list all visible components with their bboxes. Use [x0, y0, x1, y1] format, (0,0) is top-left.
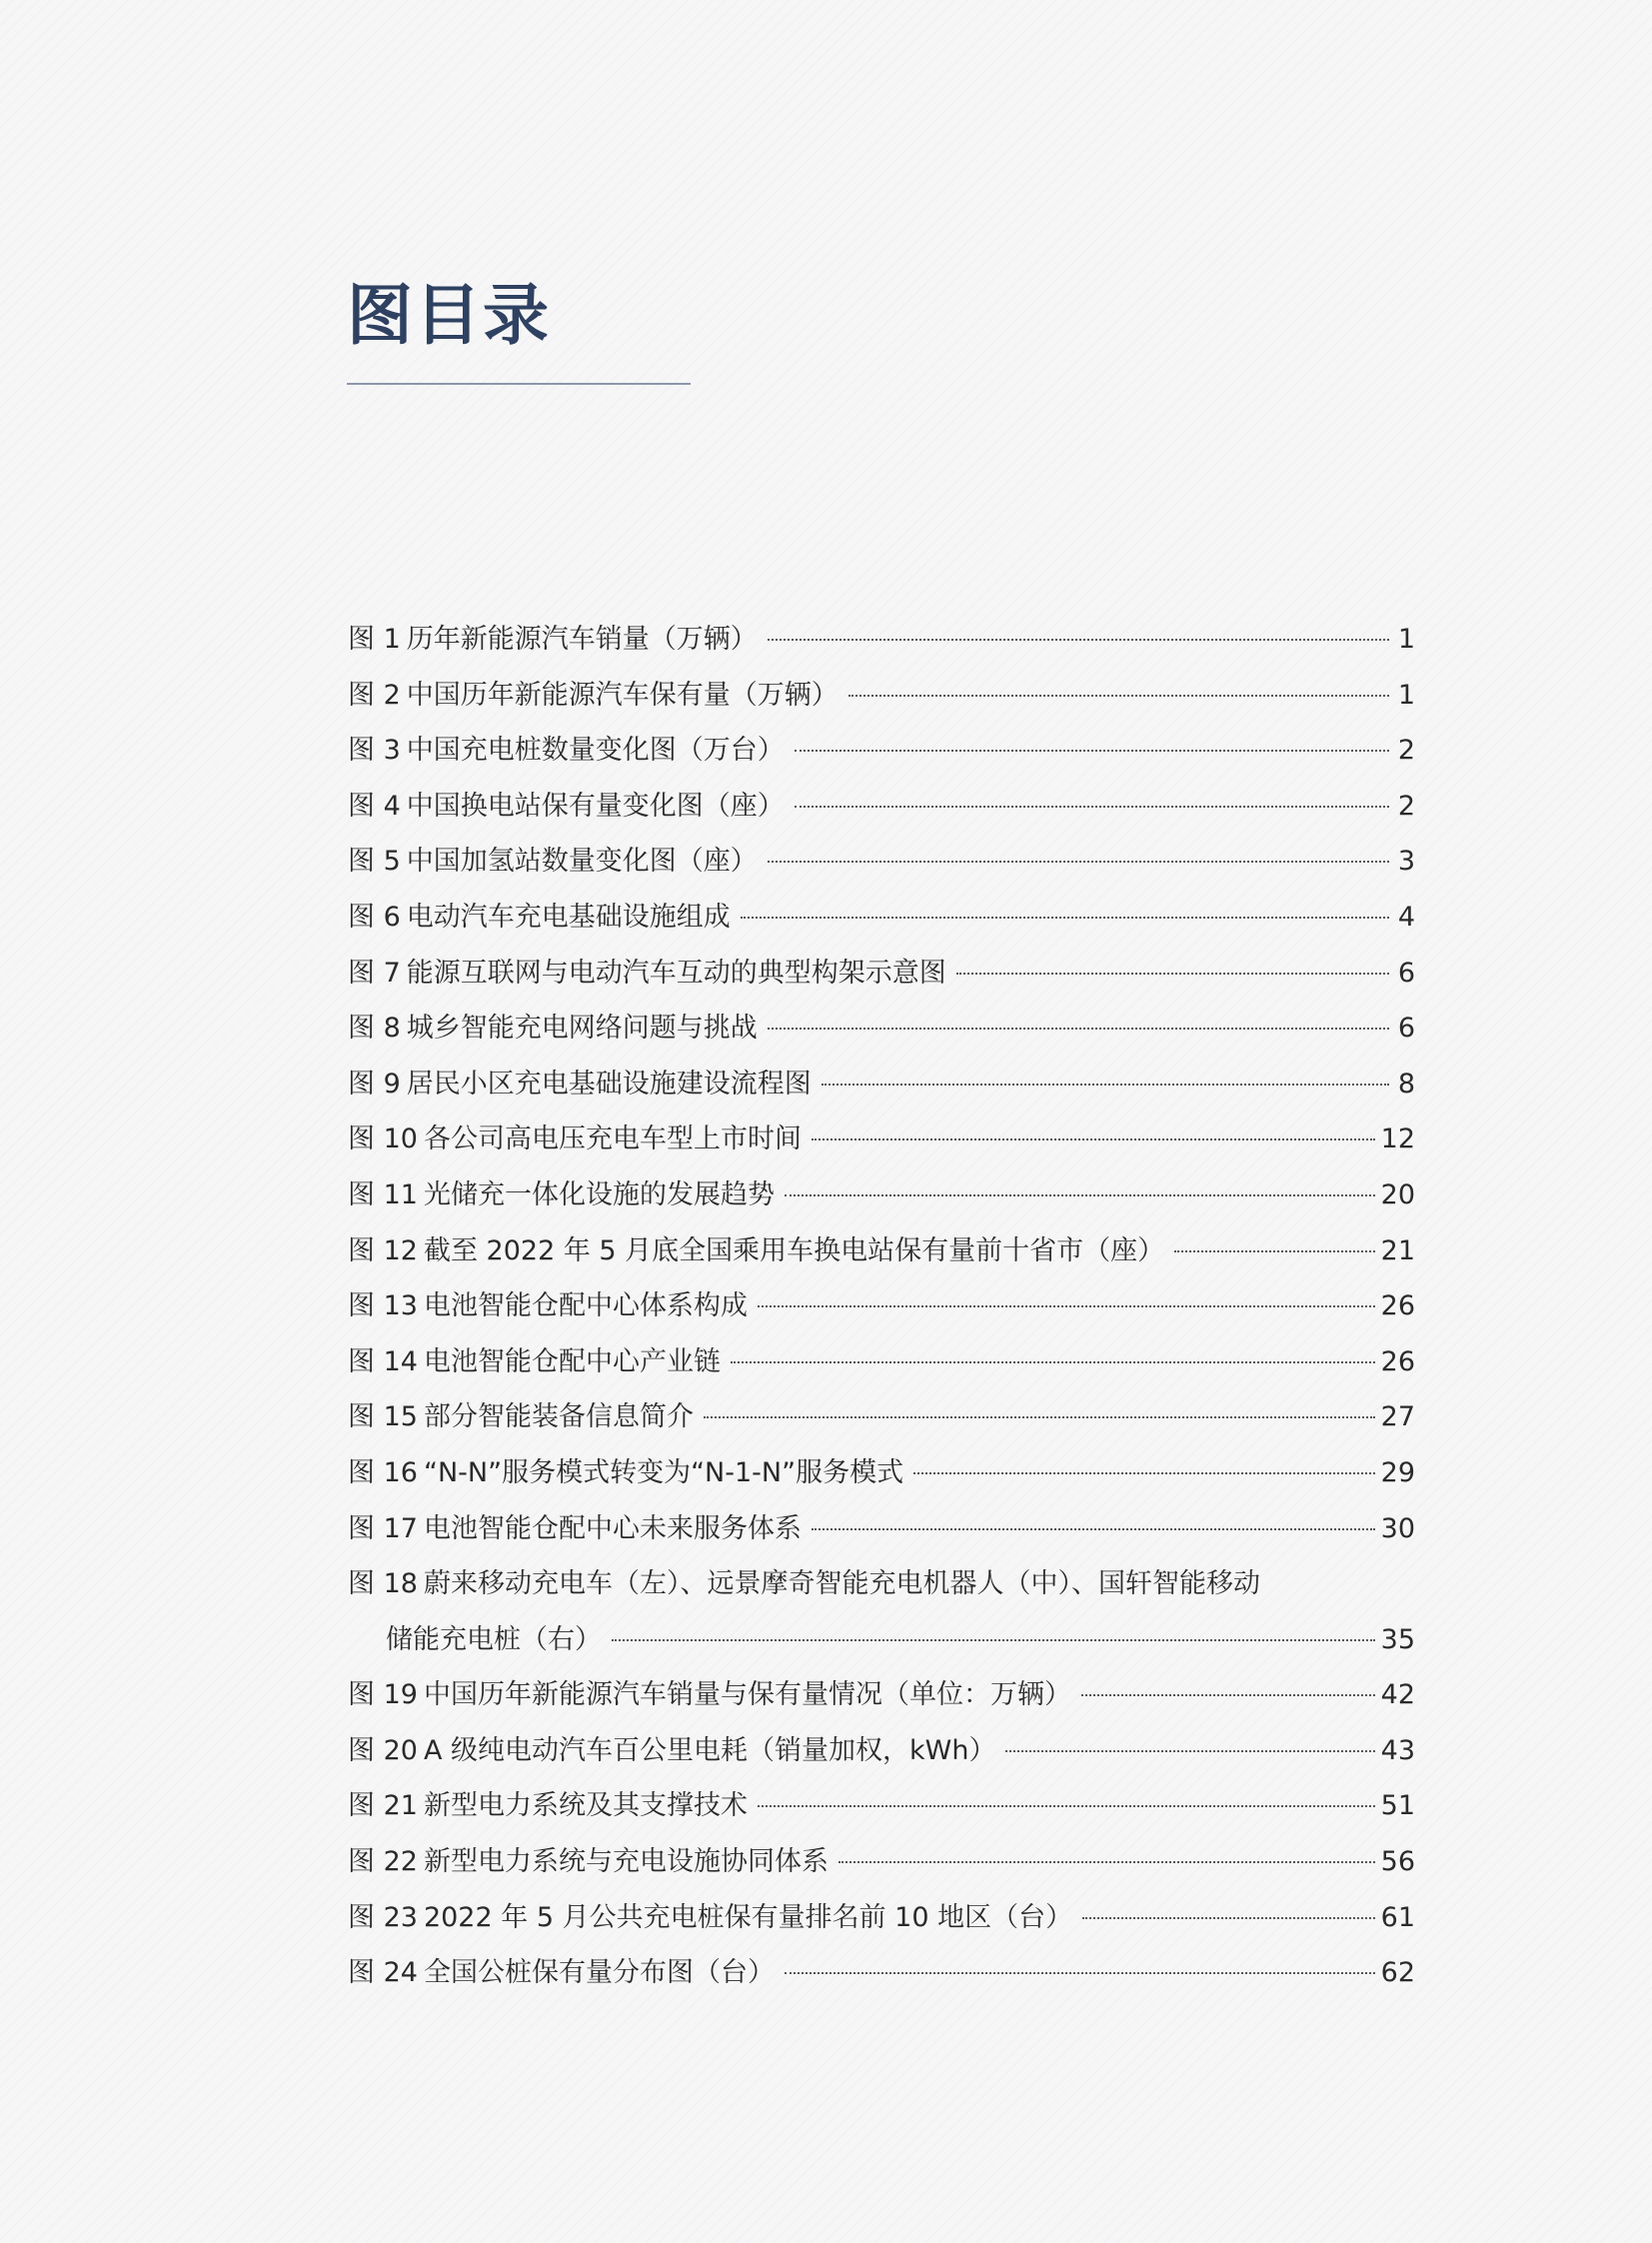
entry-title: 2022 年 5 月公共充电桩保有量排名前 10 地区（台） — [423, 1901, 1073, 1933]
entry-number: 图 10 — [348, 1123, 418, 1155]
entry-number: 图 21 — [348, 1790, 418, 1822]
entry-title: 居民小区充电基础设施建设流程图 — [406, 1068, 812, 1100]
toc-entry[interactable] — [348, 1445, 1415, 1501]
dot-leader — [956, 973, 1389, 975]
entry-title: 中国历年新能源汽车保有量（万辆） — [406, 679, 838, 711]
toc-entry[interactable] — [348, 1223, 1415, 1279]
dot-leader — [1081, 1694, 1375, 1696]
entry-title: 全国公桩保有量分布图（台） — [423, 1957, 775, 1989]
entry-page-number: 56 — [1380, 1846, 1415, 1878]
entry-title-continuation: 储能充电桩（右） — [386, 1623, 602, 1655]
entry-page-number: 21 — [1380, 1234, 1415, 1266]
entry-label — [348, 1667, 1071, 1723]
entry-title: 新型电力系统与充电设施协同体系 — [423, 1846, 828, 1878]
entry-number: 图 2 — [348, 679, 401, 711]
toc-entry[interactable] — [348, 1334, 1415, 1390]
entry-number: 图 17 — [348, 1512, 418, 1544]
dot-leader — [812, 1138, 1375, 1140]
entry-number: 图 14 — [348, 1345, 418, 1377]
dot-leader — [848, 695, 1389, 697]
toc-entry[interactable] — [348, 668, 1415, 724]
entry-page-number: 1 — [1397, 624, 1415, 655]
entry-page-number: 20 — [1380, 1178, 1415, 1210]
toc-entry[interactable] — [348, 1556, 1415, 1612]
entry-page-number: 42 — [1380, 1679, 1415, 1711]
entry-title: 新型电力系统及其支撑技术 — [423, 1790, 748, 1822]
toc-entry[interactable] — [348, 723, 1415, 779]
entry-label — [348, 1556, 1260, 1612]
entry-number: 图 5 — [348, 846, 401, 878]
entry-label — [348, 946, 946, 1002]
entry-title: “N-N”服务模式转变为“N-1-N”服务模式 — [423, 1456, 904, 1488]
entry-page-number: 2 — [1397, 735, 1415, 767]
entry-number: 图 20 — [348, 1734, 418, 1766]
dot-leader — [768, 1028, 1389, 1030]
entry-page-number: 35 — [1380, 1623, 1415, 1655]
toc-entry[interactable] — [348, 1778, 1415, 1834]
entry-label — [348, 890, 731, 946]
entry-label — [348, 668, 838, 724]
entry-label — [348, 779, 785, 835]
dot-leader — [731, 1361, 1375, 1363]
dot-leader — [785, 1194, 1375, 1196]
entry-number: 图 15 — [348, 1401, 418, 1433]
entry-label — [348, 1223, 1164, 1279]
entry-label — [348, 1389, 694, 1445]
dot-leader — [704, 1416, 1375, 1418]
entry-number: 图 6 — [348, 901, 401, 933]
entry-number: 图 19 — [348, 1679, 418, 1711]
toc-entry[interactable] — [348, 834, 1415, 890]
entry-number: 图 18 — [348, 1568, 418, 1600]
entry-title: 电池智能仓配中心产业链 — [423, 1345, 721, 1377]
entry-label — [348, 1001, 758, 1057]
dot-leader — [812, 1528, 1375, 1530]
entry-page-number: 4 — [1397, 901, 1415, 933]
toc-entry[interactable] — [348, 1389, 1415, 1445]
entry-page-number: 43 — [1380, 1734, 1415, 1766]
dot-leader — [913, 1472, 1375, 1474]
toc-entry[interactable] — [348, 612, 1415, 668]
entry-page-number: 29 — [1380, 1456, 1415, 1488]
entry-number: 图 22 — [348, 1846, 418, 1878]
entry-title: 截至 2022 年 5 月底全国乘用车换电站保有量前十省市（座） — [423, 1234, 1165, 1266]
entry-title: 蔚来移动充电车（左）、远景摩奇智能充电机器人（中）、国轩智能移动 — [423, 1568, 1260, 1600]
entry-title: 电池智能仓配中心体系构成 — [423, 1290, 748, 1322]
dot-leader — [768, 861, 1389, 863]
entry-label — [348, 1334, 721, 1390]
entry-label — [348, 1778, 748, 1834]
entry-label — [348, 834, 758, 890]
toc-entry[interactable] — [348, 779, 1415, 835]
entry-page-number: 26 — [1380, 1345, 1415, 1377]
toc-entry[interactable] — [348, 1167, 1415, 1223]
entry-number: 图 3 — [348, 735, 401, 767]
page-title: 图目录 — [347, 277, 551, 354]
dot-leader — [768, 639, 1389, 641]
dot-leader — [822, 1084, 1389, 1086]
toc-entry[interactable] — [348, 1278, 1415, 1334]
toc-entry[interactable] — [348, 1890, 1415, 1946]
entry-page-number: 6 — [1397, 957, 1415, 989]
entry-title: 中国充电桩数量变化图（万台） — [406, 735, 785, 767]
entry-title: 各公司高电压充电车型上市时间 — [423, 1123, 802, 1155]
entry-number: 图 16 — [348, 1456, 418, 1488]
toc-entry[interactable] — [348, 1945, 1415, 2001]
entry-page-number: 51 — [1380, 1790, 1415, 1822]
toc-entry[interactable] — [348, 946, 1415, 1002]
entry-number: 图 24 — [348, 1957, 418, 1989]
toc-entry[interactable] — [348, 1667, 1415, 1723]
entry-number: 图 7 — [348, 957, 401, 989]
entry-title: A 级纯电动汽车百公里电耗（销量加权，kWh） — [423, 1734, 996, 1766]
entry-label — [348, 1167, 775, 1223]
entry-number: 图 4 — [348, 790, 401, 822]
entry-page-number: 26 — [1380, 1290, 1415, 1322]
entry-label — [348, 1945, 775, 2001]
dot-leader — [795, 806, 1389, 808]
toc-entry-continuation[interactable] — [348, 1612, 1415, 1668]
entry-number: 图 1 — [348, 624, 401, 655]
entry-label — [348, 1723, 995, 1779]
entry-title: 能源互联网与电动汽车互动的典型构架示意图 — [406, 957, 946, 989]
toc-entry[interactable] — [348, 1723, 1415, 1779]
dot-leader — [1005, 1750, 1374, 1752]
entry-title: 电动汽车充电基础设施组成 — [406, 901, 731, 933]
dot-leader — [758, 1305, 1375, 1307]
entry-page-number: 1 — [1397, 679, 1415, 711]
entry-label — [348, 1278, 748, 1334]
toc-entry[interactable] — [348, 1057, 1415, 1113]
dot-leader — [1174, 1250, 1374, 1252]
title-underline — [347, 383, 691, 385]
entry-label — [348, 1057, 812, 1113]
dot-leader — [785, 1972, 1375, 1974]
entry-label — [348, 1445, 903, 1501]
figure-list — [348, 612, 1415, 2001]
dot-leader — [1082, 1917, 1375, 1919]
entry-title: 中国换电站保有量变化图（座） — [406, 790, 785, 822]
entry-page-number: 8 — [1397, 1068, 1415, 1100]
entry-page-number: 12 — [1380, 1123, 1415, 1155]
entry-label — [348, 1890, 1072, 1946]
entry-number: 图 13 — [348, 1290, 418, 1322]
toc-entry[interactable] — [348, 1001, 1415, 1057]
entry-page-number: 2 — [1397, 790, 1415, 822]
entry-title: 电池智能仓配中心未来服务体系 — [423, 1512, 802, 1544]
dot-leader — [741, 917, 1389, 919]
entry-number: 图 8 — [348, 1013, 401, 1045]
toc-entry[interactable] — [348, 1112, 1415, 1167]
entry-number: 图 9 — [348, 1068, 401, 1100]
entry-label — [348, 1834, 828, 1890]
entry-page-number: 3 — [1397, 846, 1415, 878]
entry-number: 图 11 — [348, 1178, 418, 1210]
entry-title: 历年新能源汽车销量（万辆） — [406, 624, 758, 655]
entry-page-number: 62 — [1380, 1957, 1415, 1989]
entry-title: 城乡智能充电网络问题与挑战 — [406, 1013, 758, 1045]
dot-leader — [838, 1861, 1375, 1863]
entry-title: 部分智能装备信息简介 — [423, 1401, 694, 1433]
entry-label — [348, 1501, 802, 1557]
entry-page-number: 6 — [1397, 1013, 1415, 1045]
entry-label — [348, 723, 785, 779]
entry-label — [348, 1112, 802, 1167]
entry-number: 图 23 — [348, 1901, 418, 1933]
dot-leader — [795, 750, 1389, 752]
toc-entry[interactable] — [348, 1501, 1415, 1557]
entry-page-number: 30 — [1380, 1512, 1415, 1544]
entry-number: 图 12 — [348, 1234, 418, 1266]
entry-label — [348, 612, 758, 668]
entry-page-number: 61 — [1380, 1901, 1415, 1933]
entry-title: 光储充一体化设施的发展趋势 — [423, 1178, 775, 1210]
toc-entry[interactable] — [348, 1834, 1415, 1890]
entry-title: 中国历年新能源汽车销量与保有量情况（单位：万辆） — [423, 1679, 1071, 1711]
dot-leader — [612, 1639, 1375, 1641]
entry-title: 中国加氢站数量变化图（座） — [406, 846, 758, 878]
toc-entry[interactable] — [348, 890, 1415, 946]
entry-page-number: 27 — [1380, 1401, 1415, 1433]
dot-leader — [758, 1805, 1375, 1807]
